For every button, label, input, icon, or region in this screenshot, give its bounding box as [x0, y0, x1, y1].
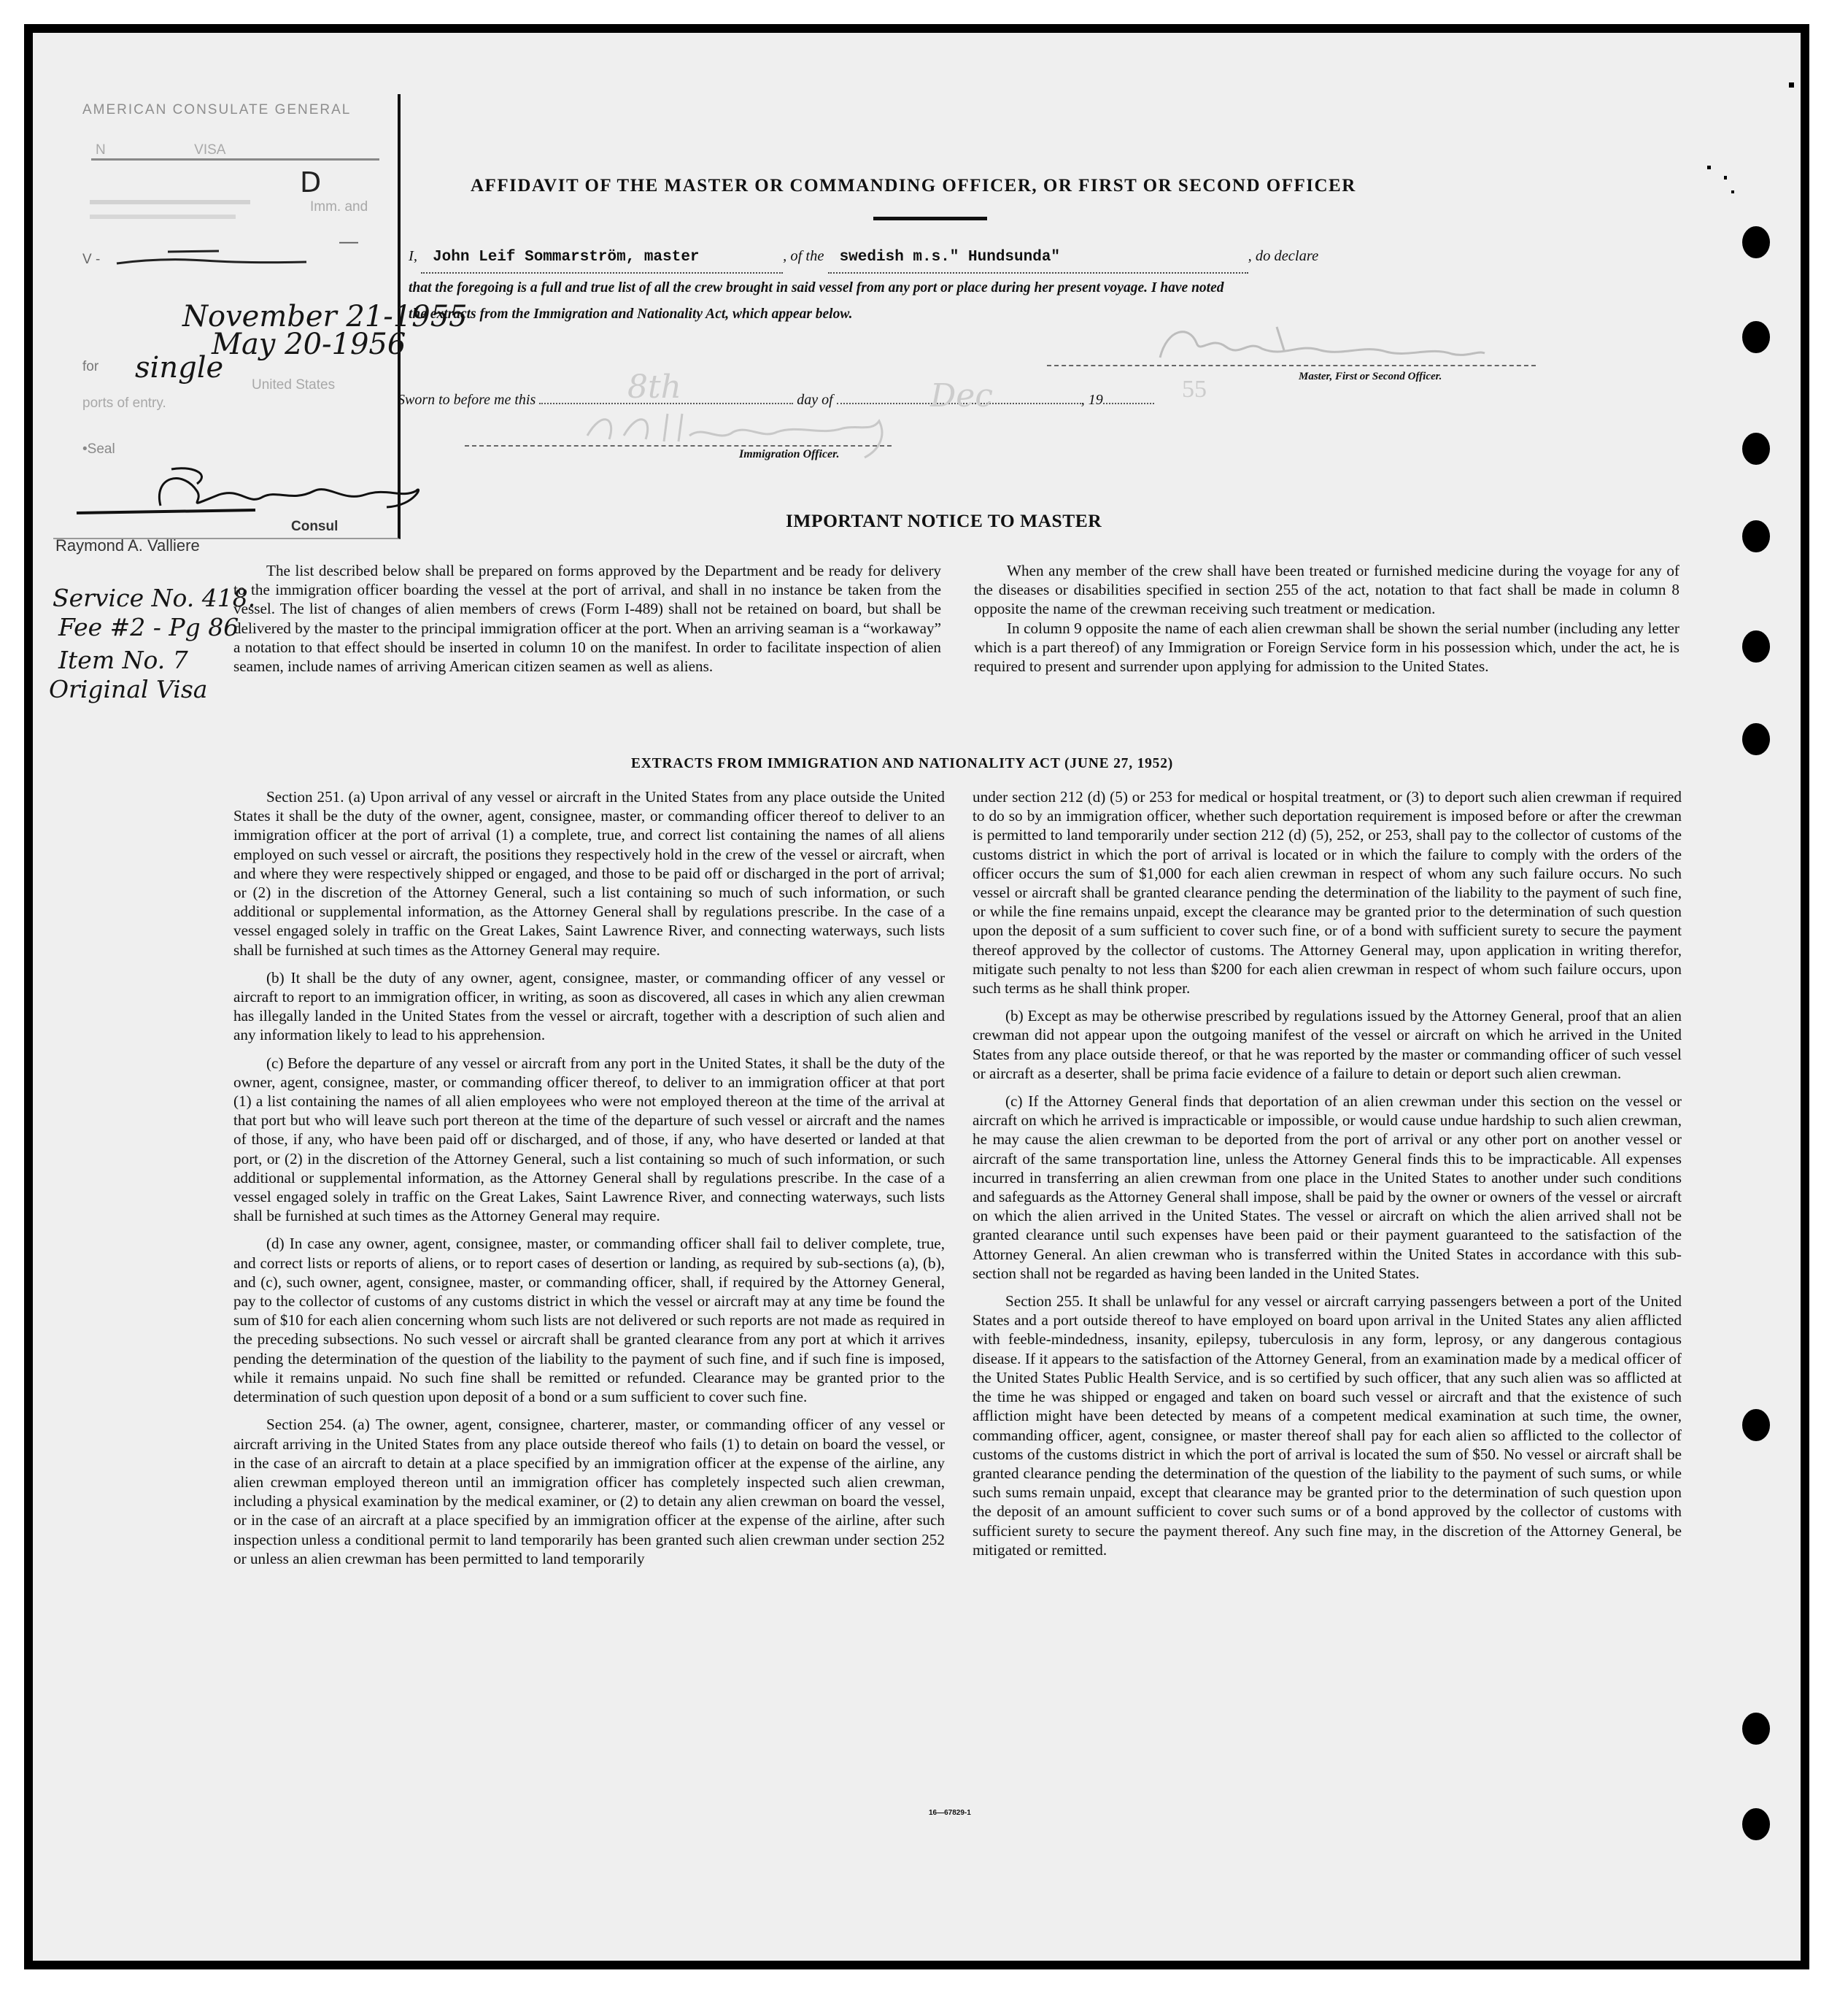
immigration-officer-line [465, 445, 892, 447]
stamp-valid-date: May 20-1956 [212, 328, 406, 361]
stamp-d-mark: D [300, 166, 322, 198]
stamp-scribble [109, 246, 314, 275]
notice-right-column [974, 561, 1679, 676]
scan-speck [1731, 190, 1734, 193]
margin-note-visa: Original Visa [49, 675, 208, 703]
section-254-a: Section 254. (a) The owner, agent, consignee, charterer, master, or commanding officer of any vessel or aircraft arriving in the United States from any place outside thereof who fails (1) to detain on board the vessel, or in the case of an aircraft to detain at a place specified by an immigration officer at the expense of the airline, any alien crewman employed thereon until an immigration officer has completely inspected such alien crewman, including a physical examination by the medical examiner, or (2) to detain any alien crewman on board the vessel, or in the case of an aircraft at a place specified by an immigration officer at the expense of the airline, after such inspection unless a conditional permit to land temporarily has been granted such alien crewman under section 252 or unless an alien crewman has been permitted to land temporarily [233, 1416, 945, 1567]
scanned-document-page [24, 24, 1809, 1969]
stamp-imm-line: Imm. and [310, 199, 368, 215]
declaration-of-the-label: , of the [783, 248, 824, 264]
notice-left-column [233, 561, 941, 676]
extracts-left-column [233, 787, 945, 1568]
punch-hole [1742, 520, 1770, 552]
sworn-day-handwritten: 8th [627, 368, 682, 406]
master-signature [1145, 321, 1488, 366]
declaration-line-1 [409, 242, 1554, 274]
important-notice-heading: IMPORTANT NOTICE TO MASTER [786, 510, 1102, 531]
scan-speck [1789, 82, 1794, 88]
punch-hole [1742, 723, 1770, 755]
stamp-rule [91, 158, 379, 161]
section-254-b: (b) Except as may be otherwise prescribed by regulations issued by the Attorney General, proof that an alien crewman did not appear upon the outgoing manifest of the vessel or aircraft on which he arrived in the United States from any place outside thereof, or that he was reported by the master or commanding officer of such vessel or aircraft as a deserter, shall be prima facie evidence of a failure to detain or deport such alien crewman. [973, 1007, 1682, 1082]
notice-right-paragraph-1: When any member of the crew shall have been treated or furnished medicine during the voyage for any of the diseases or disabilities specified in section 255 of the act, notation to that fact shall be made in column 8 opposite the name of the crewman receiving such treatment or medication. [974, 562, 1679, 618]
section-251-b: (b) It shall be the duty of any owner, agent, consignee, master, or commanding officer of any vessel or aircraft to report to an immigration officer, in writing, as soon as discovered, all cases in which any alien crewman has illegally landed in the United States from the vessel or aircraft, together with a description of such alien and any information likely to lead to his apprehension. [233, 968, 945, 1044]
sworn-year-dots [1103, 390, 1154, 404]
section-255: Section 255. It shall be unlawful for any vessel or aircraft carrying passengers between a port of the United States and a port outside thereof to have employed on board upon arrival in the United States any alien afflicted with feeble-mindedness, insanity, epilepsy, tuberculosis in any form, leprosy, or any dangerous contagious disease. If it appears to the satisfaction of the Attorney General, from an examination made by a medical officer of the United States Public Health Service, and is so certified by such officer, that any such alien was so afflicted at the time he was shipped or engaged and taken on board such vessel or aircraft and that the existence of such affliction might have been detected by means of a competent medical examination at such time, the owner, commanding officer, agent, consignee, or master thereof shall pay for each alien so afflicted to the collector of customs of the customs district in which the port of arrival is located the sum of $50. No vessel or aircraft shall be granted clearance pending the determination of the question of the liability to the payment of such sums, or while such sums remain unpaid, except that clearance may be granted prior to the determination of such question upon the deposit of an amount sufficient to cover such sums or of a bond approved by the collector of customs with sufficient surety to secure the payment thereof. Any such fine may, in the discretion of the Attorney General, be mitigated or remitted. [973, 1292, 1682, 1559]
stamp-dash-mark: — [339, 230, 358, 252]
stamp-for-label: for [82, 359, 99, 374]
declaration-line-2: that the foregoing is a full and true list of all the crew brought in said vessel from any port or place during her present voyage. I have noted [409, 280, 1224, 296]
section-254-a-continued: under section 212 (d) (5) or 253 for medical or hospital treatment, or (3) to deport such alien crewman if required to do so by an immigration officer, whether such deportation requirement is imposed before or after the crewman is permitted to land temporarily under section 212 (d) (5), 252, or 253, shall pay to the collector of customs of the customs district in which the port of arrival is located or in which the failure to comply with the orders of the officer occurs the sum of $1,000 for each alien crewman in respect of whom any such failure occurs. No such vessel or aircraft shall be granted clearance pending the determination of the liability to the payment of such fine, or while the fine remains unpaid, except the clearance may be granted prior to the determination of such question upon the deposit of a sum sufficient to cover such fine, or of a bond with sufficient surety to secure the payment thereof approved by the collector of customs. The Attorney General may, upon application in writing therefor, mitigate such penalty to not less than $200 for each alien crewman in respect of whom such failure occurs, upon such terms as he shall think proper. [973, 788, 1682, 997]
declaration-line-3: the extracts from the Immigration and Nationality Act, which appear below. [409, 306, 853, 322]
punch-hole [1742, 321, 1770, 353]
stamp-seal-label: •Seal [82, 441, 115, 457]
section-254-c: (c) If the Attorney General finds that deportation of an alien crewman under this section on the vessel or aircraft on which he arrived is impracticable or impossible, or would cause undue hardship to such alien crewman, he may cause the alien crewman to be deported from the port of arrival or any other port on another vessel or aircraft of the same transportation line, unless the Attorney General finds this to be impracticable. All expenses incurred in transferring an alien crewman from one place in the United States to another under such conditions and safeguards as the Attorney General shall impose, shall be paid by the owner or owners of the vessel or aircraft on which the alien arrived in the United States. The vessel or aircraft on which the alien arrived shall not be granted clearance until such expenses have been paid or their payment guaranteed to the satisfaction of the Attorney General. An alien crewman who is transferred within the United States in accordance with this sub-section shall not be regarded as having been landed in the United States. [973, 1092, 1682, 1282]
margin-note-service: Service No. 418. [53, 584, 256, 612]
margin-note-fee: Fee #2 - Pg 86 [58, 613, 239, 641]
sworn-month-handwritten: Dec [930, 377, 993, 414]
consul-label: Consul [291, 519, 339, 534]
declaration-block [409, 242, 1554, 329]
extracts-heading: EXTRACTS FROM IMMIGRATION AND NATIONALITY ACT (JUNE 27, 1952) [631, 756, 1174, 771]
punch-hole [1742, 1808, 1770, 1840]
notice-right-paragraph-2: In column 9 opposite the name of each alien crewman shall be shown the serial number (including any letter which is a part thereof) of any Immigration or Foreign Service form in his possession which, under the act, he is required to present and surrender upon applying for admission to the United States. [974, 619, 1679, 676]
vessel-name-field: swedish m.s." Hundsunda" [828, 243, 1248, 274]
stamp-v-line: V - [82, 252, 101, 267]
affidavit-title: AFFIDAVIT OF THE MASTER OR COMMANDING OFFICER, OR FIRST OR SECOND OFFICER [471, 176, 1356, 196]
year-label: , 19 [1080, 392, 1103, 408]
stamp-seal-text: Seal [87, 441, 115, 457]
section-251-c: (c) Before the departure of any vessel or aircraft from any port in the United States, it shall be the duty of the owner, agent, consignee, master, or commanding officer thereof, to deliver to an immigration officer at that port (1) a list containing the names of all alien employees who were not employed thereon at the time of the arrival at that port but who will leave such port thereon at the time of the departure of such vessel or aircraft and the names of those, if any, who have been paid off or discharged, and of those, if any, who have deserted or landed at that port, or (2) in the discretion of the Attorney General, such a list containing so much of such information, or such additional or supplemental information, as the Attorney General shall by regulations prescribe. In the case of a vessel engaged solely in traffic on the Great Lakes, Saint Lawrence River, and connecting waterways, such lists shall be furnished at such times as the Attorney General may require. [233, 1054, 945, 1225]
stamp-issued-date: November 21-1955 [182, 300, 468, 333]
day-of-label: day of [797, 392, 833, 408]
stamp-ports-line: ports of entry. [82, 395, 166, 411]
sworn-year-handwritten: 55 [1182, 376, 1207, 403]
declaration-do-declare: , do declare [1248, 248, 1319, 264]
stamp-single-word: single [135, 351, 224, 385]
punch-hole [1742, 1409, 1770, 1441]
punch-hole [1742, 226, 1770, 258]
sworn-label: Sworn to before me this [398, 392, 536, 408]
section-251-d: (d) In case any owner, agent, consignee, master, or commanding officer shall fail to deliver complete, true, and correct lists or reports of aliens, or to report cases of desertion or landing, as required by sub-sections (a), (b), and (c), such owner, agent, consignee, master, or commanding officer, shall, if required by the Attorney General, pay to the collector of customs of any customs district in which the vessel or aircraft may at any time be found the sum of $10 for each alien concerning whom such lists are not delivered or such reports are not made as required in the preceding subsections. No such vessel or aircraft shall be granted clearance from any port at which it arrives pending the determination of the question of the liability to the payment of such fine, and if such fine is imposed, while it remains unpaid. No such fine shall be remitted or refunded. Clearance may be granted prior to the determination of such question upon deposit of a bond or a sum sufficient to cover such fine. [233, 1235, 945, 1406]
punch-hole [1742, 1713, 1770, 1745]
section-251-a: Section 251. (a) Upon arrival of any vessel or aircraft in the United States from any place outside the United States it shall be the duty of the owner, agent, consignee, master, or commanding officer thereof to deliver to an immigration officer at the port of arrival (1) a complete, true, and correct list containing the names of all aliens employed on such vessel or aircraft, the positions they respectively hold in the crew of the vessel or aircraft, when and where they were respectively shipped or engaged, and those to be paid off or discharged in the port of arrival; or (2) in the discretion of the Attorney General, such a list containing so much of such information, or such additional or supplemental information, as the Attorney General shall by regulations prescribe. In the case of a vessel engaged solely in traffic on the Great Lakes, Saint Lawrence River, and connecting waterways, such lists shall be furnished at such times as the Attorney General may require. [233, 788, 945, 959]
master-signature-caption: Master, First or Second Officer. [1299, 371, 1442, 382]
immigration-officer-signature [580, 406, 894, 465]
stamp-states-line: United States [252, 377, 336, 393]
form-number: 16—67829-1 [929, 1809, 971, 1817]
consul-name: Raymond A. Valliere [55, 536, 200, 555]
stamp-visa-line: N​ VISA [96, 142, 226, 158]
master-signature-line [1047, 365, 1536, 366]
consulate-stamp-heading: AMERICAN CONSULATE GENERAL [82, 102, 352, 117]
extracts-right-column [973, 787, 1682, 1559]
stamp-visa-word: VISA [194, 142, 226, 158]
margin-note-item: Item No. 7 [58, 646, 188, 674]
punch-hole [1742, 433, 1770, 465]
immigration-officer-caption: Immigration Officer. [739, 448, 840, 460]
declaration-i-label: I, [409, 248, 417, 264]
consul-signature [73, 462, 438, 524]
notice-left-paragraph: The list described below shall be prepared on forms approved by the Department and be ready for delivery to the immigration officer boarding the vessel at the port of arrival, and shall in no instance be taken from the vessel. The list of changes of alien members of crews (Form I-489) shall not be retained on board, but shall be delivered by the master to the principal immigration officer at the port. When an arriving seaman is a “workaway” a notation to that effect should be inserted in column 10 on the manifest. In order to facilitate inspection of alien seamen, include names of arriving American citizen seamen as well as aliens. [233, 562, 941, 676]
scan-speck [1707, 166, 1711, 169]
title-rule [873, 217, 987, 220]
punch-hole [1742, 630, 1770, 663]
scan-speck [1724, 176, 1727, 180]
master-name-field: John Leif Sommarström, master [421, 243, 783, 274]
